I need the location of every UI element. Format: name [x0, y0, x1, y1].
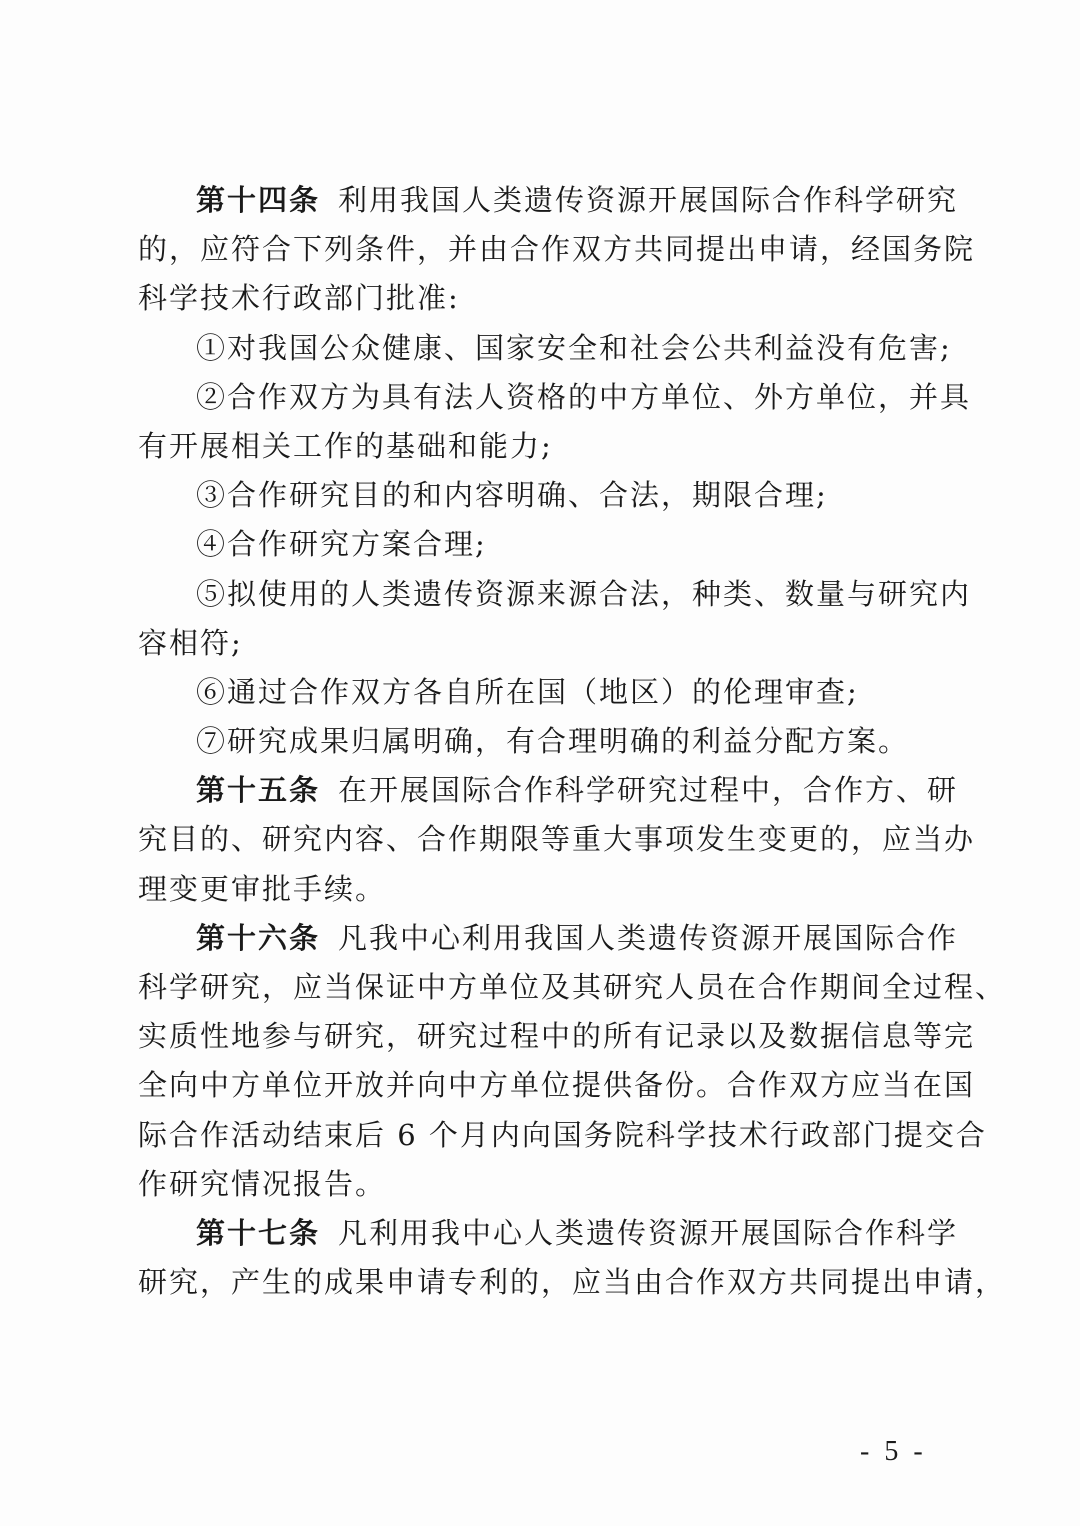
article-15 [138, 766, 976, 914]
article-text: 凡利用我中心人类遗传资源开展国际合作科学 [338, 1215, 959, 1250]
article-text: 凡我中心利用我国人类遗传资源开展国际合作 [338, 920, 959, 955]
list-item-6: ⑥通过合作双方各自所在国（地区）的伦理审查; [196, 674, 859, 709]
article-15-first-line [138, 766, 959, 815]
page-number: - 5 - [860, 1436, 927, 1467]
article-text: 在开展国际合作科学研究过程中，合作方、研 [338, 773, 959, 808]
list-item-3: ③合作研究目的和内容明确、合法，期限合理; [196, 478, 828, 513]
list-item-1: ①对我国公众健康、国家安全和社会公共利益没有危害; [196, 330, 952, 365]
article-heading: 第十七条 [196, 1215, 321, 1250]
article-line: 科学技术行政部门批准: [138, 281, 460, 316]
article-line: 作研究情况报告。 [138, 1166, 387, 1201]
article-line: 际合作活动结束后 6 个月内向国务院科学技术行政部门提交合 [138, 1117, 987, 1152]
list-item-5-continued: 容相符; [138, 625, 243, 660]
article-text: 利用我国人类遗传资源开展国际合作科学研究 [338, 183, 959, 217]
article-line: 究目的、研究内容、合作期限等重大事项发生变更的，应当办 [138, 822, 976, 857]
list-item-2: ②合作双方为具有法人资格的中方单位、外方单位，并具 [196, 379, 972, 414]
article-heading: 第十六条 [196, 920, 321, 955]
article-line: 科学研究，应当保证中方单位及其研究人员在合作期间全过程、 [138, 970, 1007, 1004]
article-16-first-line [138, 914, 959, 963]
article-line: 理变更审批手续。 [138, 871, 387, 906]
list-item-7: ⑦研究成果归属明确，有合理明确的利益分配方案。 [196, 724, 910, 759]
article-16 [138, 914, 1007, 1209]
document-body [138, 176, 1007, 1307]
article-line: 全向中方单位开放并向中方单位提供备份。合作双方应当在国 [138, 1068, 976, 1103]
article-heading: 第十四条 [196, 183, 321, 217]
list-item-5: ⑤拟使用的人类遗传资源来源合法，种类、数量与研究内 [196, 576, 972, 611]
article-17-first-line [138, 1209, 959, 1258]
article-17 [138, 1209, 1007, 1307]
article-line: 实质性地参与研究，研究过程中的所有记录以及数据信息等完 [138, 1019, 976, 1054]
article-heading: 第十五条 [196, 773, 321, 808]
article-14-first-line [138, 176, 959, 225]
article-line: 的，应符合下列条件，并由合作双方共同提出申请，经国务院 [138, 232, 976, 267]
article-line: 研究，产生的成果申请专利的，应当由合作双方共同提出申请， [138, 1265, 1007, 1300]
list-item-4: ④合作研究方案合理; [196, 527, 487, 562]
article-14 [138, 176, 976, 766]
list-item-2-continued: 有开展相关工作的基础和能力; [138, 428, 553, 463]
